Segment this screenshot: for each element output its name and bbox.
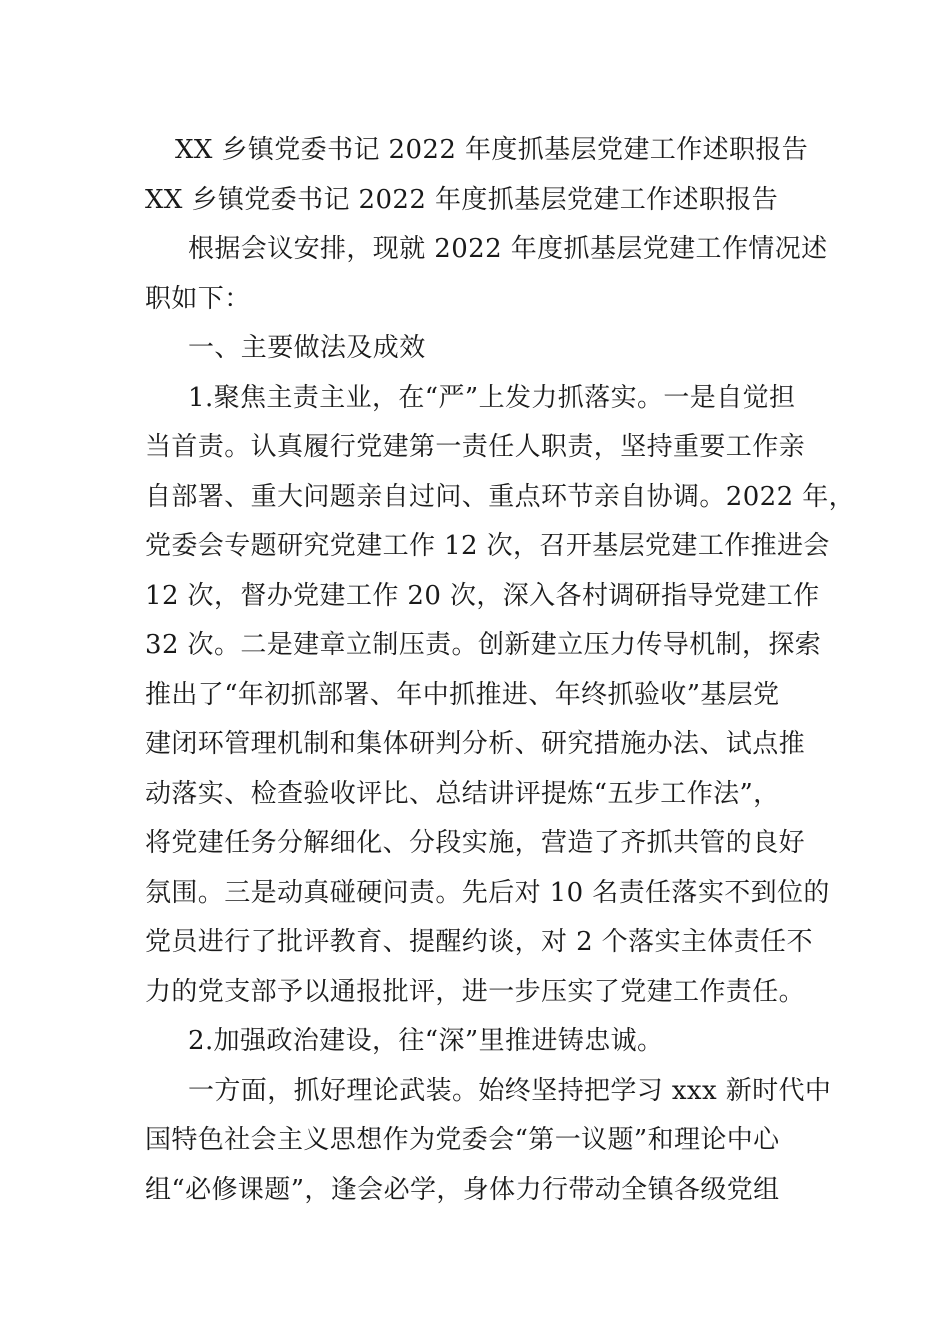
paragraph-line: 组“必修课题”，逢会必学，身体力行带动全镇各级党组 [145,1174,780,1205]
paragraph-line: 当首责。认真履行党建第一责任人职责，坚持重要工作亲 [145,432,806,462]
paragraph-line: 1.聚焦主责主业，在“严”上发力抓落实。一是自觉担 [188,382,796,413]
paragraph-line: 12 次，督办党建工作 20 次，深入各村调研指导党建工作 [145,580,820,611]
paragraph-line: 氛围。三是动真碰硬问责。先后对 10 名责任落实不到位的 [145,877,830,908]
paragraph-line: 将党建任务分解细化、分段实施，营造了齐抓共管的良好 [145,828,806,858]
document-title: XX 乡镇党委书记 2022 年度抓基层党建工作述职报告 [175,135,809,165]
paragraph-line: 动落实、检查验收评比、总结讲评提炼“五步工作法”， [145,778,780,809]
paragraph-line: 职如下： [145,283,251,314]
document-title-repeat: XX 乡镇党委书记 2022 年度抓基层党建工作述职报告 [145,184,779,215]
paragraph-line: 国特色社会主义思想作为党委会“第一议题”和理论中心 [145,1125,780,1155]
paragraph-line: 32 次。二是建章立制压责。创新建立压力传导机制，探索 [145,630,822,660]
paragraph-line: 自部署、重大问题亲自过问、重点环节亲自协调。2022 年， [145,481,856,512]
paragraph-line: 建闭环管理机制和集体研判分析、研究措施办法、试点推 [145,729,806,759]
paragraph-line: 党委会专题研究党建工作 12 次，召开基层党建工作推进会 [145,531,830,561]
paragraph-line: 力的党支部予以通报批评，进一步压实了党建工作责任。 [145,976,806,1007]
paragraph-line: 根据会议安排，现就 2022 年度抓基层党建工作情况述 [188,234,828,264]
paragraph-line: 推出了“年初抓部署、年中抓推进、年终抓验收”基层党 [145,679,780,710]
section-heading: 一、主要做法及成效 [188,333,426,363]
paragraph-line: 一方面，抓好理论武装。始终坚持把学习 xxx 新时代中 [188,1075,832,1106]
document-body [145,126,856,1215]
paragraph-line: 党员进行了批评教育、提醒约谈，对 2 个落实主体责任不 [145,927,813,957]
section-subheading: 2.加强政治建设，往“深”里推进铸忠诚。 [188,1026,664,1056]
